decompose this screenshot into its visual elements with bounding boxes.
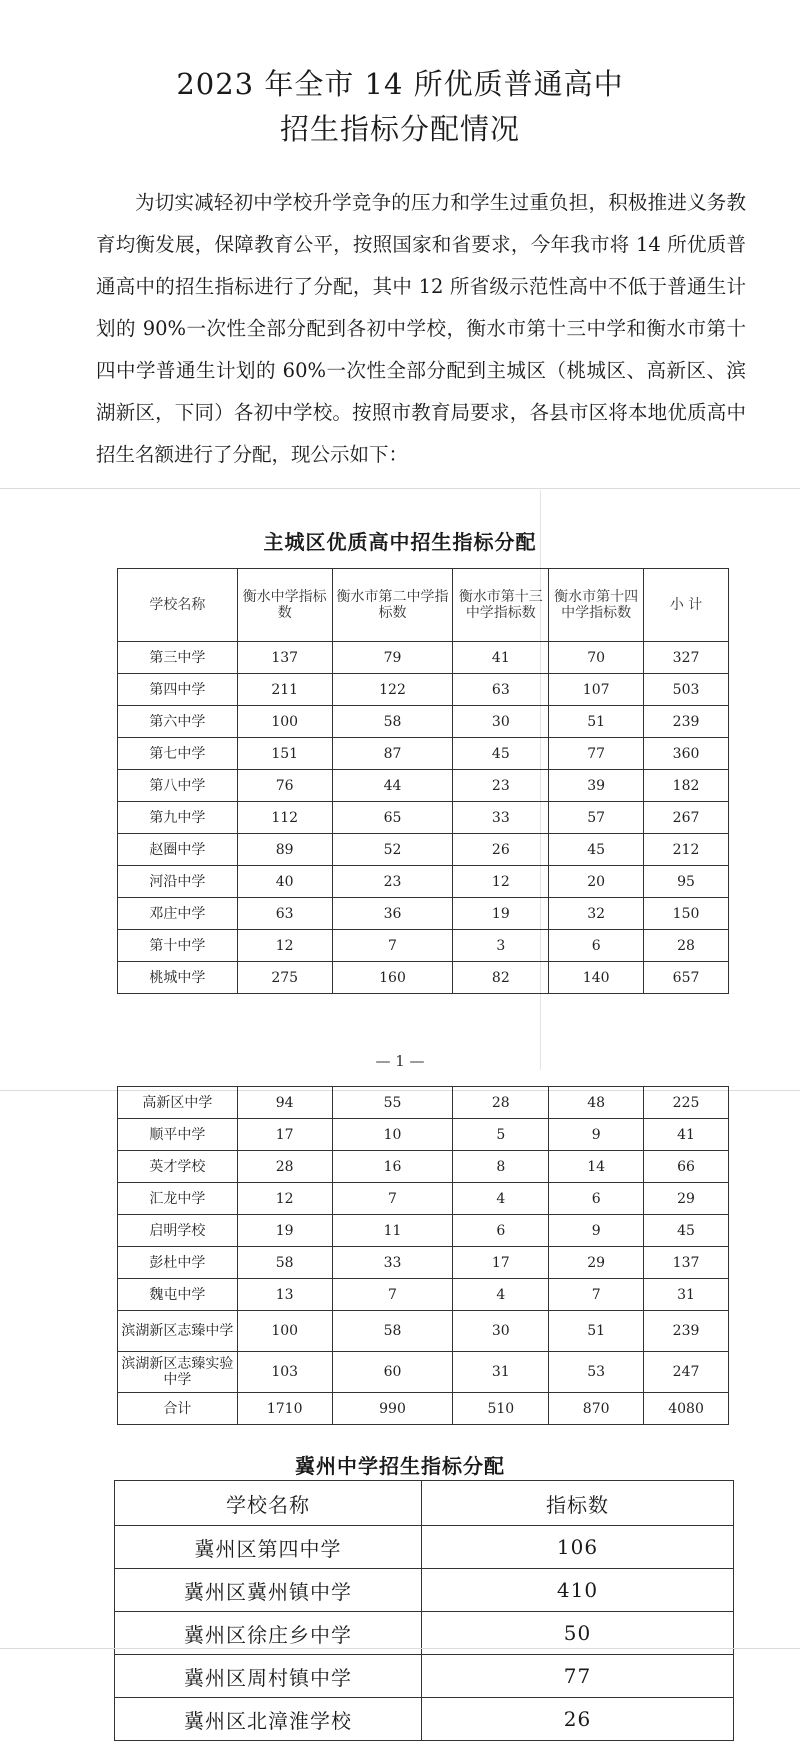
value-cell: 60	[332, 1352, 453, 1393]
header-subtotal: 小 计	[644, 569, 729, 642]
value-cell: 77	[422, 1655, 734, 1698]
table-row	[118, 674, 729, 706]
table-row	[118, 1087, 729, 1119]
school-name-cell: 第九中学	[118, 802, 238, 834]
value-cell: 6	[549, 1183, 644, 1215]
main-table-title: 主城区优质高中招生指标分配	[263, 530, 537, 554]
value-cell: 58	[332, 706, 453, 738]
jizhou-header-row	[115, 1481, 734, 1526]
school-name-cell: 滨湖新区志臻实验中学	[118, 1352, 238, 1393]
value-cell: 79	[332, 642, 453, 674]
value-cell: 4080	[644, 1393, 729, 1425]
value-cell: 19	[237, 1215, 332, 1247]
table-row	[118, 1119, 729, 1151]
value-cell: 77	[549, 738, 644, 770]
value-cell: 6	[453, 1215, 549, 1247]
value-cell: 103	[237, 1352, 332, 1393]
value-cell: 70	[549, 642, 644, 674]
value-cell: 3	[453, 930, 549, 962]
table-row	[118, 770, 729, 802]
school-name-cell: 冀州区北漳淮学校	[115, 1698, 422, 1741]
value-cell: 45	[549, 834, 644, 866]
value-cell: 58	[332, 1311, 453, 1352]
school-name-cell: 英才学校	[118, 1151, 238, 1183]
page-number: — 1 —	[375, 1052, 425, 1070]
value-cell: 23	[332, 866, 453, 898]
value-cell: 45	[453, 738, 549, 770]
header-hengshui: 衡水中学指标数	[237, 569, 332, 642]
school-name-cell: 魏屯中学	[118, 1279, 238, 1311]
value-cell: 510	[453, 1393, 549, 1425]
main-table-part1	[117, 568, 729, 994]
value-cell: 41	[644, 1119, 729, 1151]
value-cell: 65	[332, 802, 453, 834]
value-cell: 30	[453, 706, 549, 738]
value-cell: 14	[549, 1151, 644, 1183]
value-cell: 29	[644, 1183, 729, 1215]
header-no13: 衡水市第十三中学指标数	[453, 569, 549, 642]
value-cell: 55	[332, 1087, 453, 1119]
jizhou-table	[114, 1480, 734, 1741]
school-name-cell: 第三中学	[118, 642, 238, 674]
value-cell: 13	[237, 1279, 332, 1311]
school-name-cell: 第四中学	[118, 674, 238, 706]
value-cell: 17	[237, 1119, 332, 1151]
value-cell: 212	[644, 834, 729, 866]
value-cell: 95	[644, 866, 729, 898]
value-cell: 211	[237, 674, 332, 706]
table-row	[118, 802, 729, 834]
value-cell: 30	[453, 1311, 549, 1352]
value-cell: 657	[644, 962, 729, 994]
value-cell: 275	[237, 962, 332, 994]
value-cell: 28	[644, 930, 729, 962]
jizhou-table-row	[115, 1698, 734, 1741]
value-cell: 12	[237, 1183, 332, 1215]
school-name-cell: 第七中学	[118, 738, 238, 770]
school-name-cell: 赵圈中学	[118, 834, 238, 866]
value-cell: 53	[549, 1352, 644, 1393]
title-line-1: 2023 年全市 14 所优质普通高中	[176, 67, 624, 101]
value-cell: 327	[644, 642, 729, 674]
value-cell: 106	[422, 1526, 734, 1569]
school-name-cell: 合计	[118, 1393, 238, 1425]
value-cell: 87	[332, 738, 453, 770]
value-cell: 7	[332, 1183, 453, 1215]
value-cell: 52	[332, 834, 453, 866]
intro-text: 为切实减轻初中学校升学竞争的压力和学生过重负担，积极推进义务教育均衡发展，保障教育公平，按照国家和省要求，今年我市将 14 所优质普通高中的招生指标进行了分配，其中 12 所省级示范性高中不低于普通生计划的 90%一次性全部分配到各初中学校，衡水市第十三中学和衡水市第十四中学普通生计划的 60%一次性全部分配到主城区（桃城区、高新区、滨湖新区，下同）各初中学校。按照市教育局要求，各县市区将本地优质高中招生名额进行了分配，现公示如下：	[96, 191, 746, 466]
school-name-cell: 第八中学	[118, 770, 238, 802]
header-no14: 衡水市第十四中学指标数	[549, 569, 644, 642]
value-cell: 107	[549, 674, 644, 706]
value-cell: 31	[453, 1352, 549, 1393]
main-table-body-1	[118, 642, 729, 994]
table-row	[118, 1183, 729, 1215]
jizhou-table-row	[115, 1569, 734, 1612]
school-name-cell: 冀州区第四中学	[115, 1526, 422, 1569]
school-name-cell: 桃城中学	[118, 962, 238, 994]
value-cell: 28	[453, 1087, 549, 1119]
title-line-2: 招生指标分配情况	[279, 112, 520, 146]
value-cell: 26	[453, 834, 549, 866]
value-cell: 45	[644, 1215, 729, 1247]
table-row	[118, 706, 729, 738]
jizhou-table-body	[115, 1526, 734, 1741]
value-cell: 990	[332, 1393, 453, 1425]
table-row	[118, 1247, 729, 1279]
value-cell: 63	[237, 898, 332, 930]
value-cell: 82	[453, 962, 549, 994]
school-name-cell: 第六中学	[118, 706, 238, 738]
table-row	[118, 1352, 729, 1393]
value-cell: 112	[237, 802, 332, 834]
value-cell: 51	[549, 1311, 644, 1352]
school-name-cell: 顺平中学	[118, 1119, 238, 1151]
table-row	[118, 1215, 729, 1247]
table-row	[118, 834, 729, 866]
value-cell: 225	[644, 1087, 729, 1119]
jizhou-header-quota: 指标数	[422, 1481, 734, 1526]
value-cell: 31	[644, 1279, 729, 1311]
jizhou-header-school: 学校名称	[115, 1481, 422, 1526]
value-cell: 40	[237, 866, 332, 898]
value-cell: 41	[453, 642, 549, 674]
value-cell: 360	[644, 738, 729, 770]
value-cell: 26	[422, 1698, 734, 1741]
value-cell: 410	[422, 1569, 734, 1612]
value-cell: 12	[453, 866, 549, 898]
value-cell: 33	[453, 802, 549, 834]
header-school: 学校名称	[118, 569, 238, 642]
school-name-cell: 冀州区周村镇中学	[115, 1655, 422, 1698]
intro-paragraph	[96, 182, 746, 476]
value-cell: 32	[549, 898, 644, 930]
header-no2: 衡水市第二中学指标数	[332, 569, 453, 642]
table-row	[118, 866, 729, 898]
value-cell: 122	[332, 674, 453, 706]
value-cell: 29	[549, 1247, 644, 1279]
value-cell: 182	[644, 770, 729, 802]
value-cell: 94	[237, 1087, 332, 1119]
value-cell: 58	[237, 1247, 332, 1279]
table-row	[118, 962, 729, 994]
value-cell: 239	[644, 706, 729, 738]
value-cell: 150	[644, 898, 729, 930]
table-row	[118, 738, 729, 770]
value-cell: 4	[453, 1183, 549, 1215]
school-name-cell: 高新区中学	[118, 1087, 238, 1119]
value-cell: 160	[332, 962, 453, 994]
value-cell: 23	[453, 770, 549, 802]
value-cell: 503	[644, 674, 729, 706]
value-cell: 100	[237, 1311, 332, 1352]
fold-line	[0, 488, 800, 489]
value-cell: 19	[453, 898, 549, 930]
table-row	[118, 1393, 729, 1425]
school-name-cell: 邓庄中学	[118, 898, 238, 930]
jizhou-table-row	[115, 1655, 734, 1698]
school-name-cell: 第十中学	[118, 930, 238, 962]
value-cell: 4	[453, 1279, 549, 1311]
value-cell: 16	[332, 1151, 453, 1183]
table-header-row	[118, 569, 729, 642]
value-cell: 1710	[237, 1393, 332, 1425]
value-cell: 267	[644, 802, 729, 834]
value-cell: 137	[237, 642, 332, 674]
value-cell: 239	[644, 1311, 729, 1352]
value-cell: 140	[549, 962, 644, 994]
value-cell: 48	[549, 1087, 644, 1119]
value-cell: 151	[237, 738, 332, 770]
school-name-cell: 滨湖新区志臻中学	[118, 1311, 238, 1352]
table-row	[118, 1151, 729, 1183]
value-cell: 51	[549, 706, 644, 738]
value-cell: 33	[332, 1247, 453, 1279]
value-cell: 7	[332, 930, 453, 962]
value-cell: 5	[453, 1119, 549, 1151]
value-cell: 137	[644, 1247, 729, 1279]
jizhou-table-row	[115, 1526, 734, 1569]
school-name-cell: 冀州区徐庄乡中学	[115, 1612, 422, 1655]
value-cell: 6	[549, 930, 644, 962]
table-row	[118, 1279, 729, 1311]
value-cell: 9	[549, 1215, 644, 1247]
value-cell: 76	[237, 770, 332, 802]
value-cell: 66	[644, 1151, 729, 1183]
value-cell: 57	[549, 802, 644, 834]
value-cell: 100	[237, 706, 332, 738]
value-cell: 10	[332, 1119, 453, 1151]
table-row	[118, 898, 729, 930]
fold-line	[0, 1648, 800, 1649]
document-title	[0, 62, 800, 152]
main-table-body-2	[118, 1087, 729, 1425]
value-cell: 63	[453, 674, 549, 706]
value-cell: 9	[549, 1119, 644, 1151]
value-cell: 247	[644, 1352, 729, 1393]
value-cell: 20	[549, 866, 644, 898]
value-cell: 39	[549, 770, 644, 802]
jizhou-table-title: 冀州中学招生指标分配	[295, 1454, 505, 1478]
school-name-cell: 彭杜中学	[118, 1247, 238, 1279]
table-row	[118, 930, 729, 962]
value-cell: 36	[332, 898, 453, 930]
value-cell: 44	[332, 770, 453, 802]
value-cell: 50	[422, 1612, 734, 1655]
main-table-part2	[117, 1086, 729, 1425]
school-name-cell: 冀州区冀州镇中学	[115, 1569, 422, 1612]
value-cell: 28	[237, 1151, 332, 1183]
value-cell: 11	[332, 1215, 453, 1247]
table-row	[118, 1311, 729, 1352]
value-cell: 12	[237, 930, 332, 962]
school-name-cell: 河沿中学	[118, 866, 238, 898]
value-cell: 8	[453, 1151, 549, 1183]
school-name-cell: 启明学校	[118, 1215, 238, 1247]
value-cell: 17	[453, 1247, 549, 1279]
table-row	[118, 642, 729, 674]
value-cell: 7	[549, 1279, 644, 1311]
value-cell: 89	[237, 834, 332, 866]
school-name-cell: 汇龙中学	[118, 1183, 238, 1215]
value-cell: 7	[332, 1279, 453, 1311]
value-cell: 870	[549, 1393, 644, 1425]
